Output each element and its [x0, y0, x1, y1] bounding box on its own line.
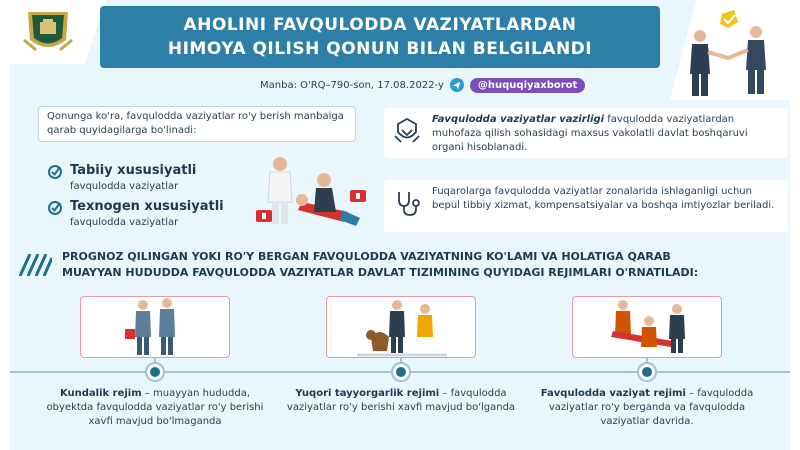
mode-daily-text [37, 387, 273, 429]
dog-handlers-illustration [327, 297, 477, 359]
source-row [260, 76, 585, 94]
type-title: Tabiiy xususiyatli [70, 163, 197, 178]
timeline-node [637, 362, 657, 382]
stethoscope-icon [392, 188, 422, 218]
classification-intro: Qonunga ko'ra, favqulodda vaziyatlar ro'y berish manbaiga qarab quyidagilarga bo'linadi: [38, 106, 356, 142]
mode-readiness-name: Yuqori tayyorgarlik rejimi [295, 388, 440, 399]
emblem-logo [22, 10, 74, 54]
timeline-node [391, 362, 411, 382]
info-ministry-bold: Favqulodda vaziyatlar vazirligi [432, 114, 605, 125]
mode-emergency-name: Favqulodda vaziyat rejimi [540, 388, 686, 399]
handshake-illustration [678, 6, 778, 98]
mode-card-emergency [572, 296, 722, 358]
mode-card-readiness [326, 296, 476, 358]
type-technogenic [48, 198, 224, 229]
stripes-icon [18, 254, 52, 276]
info-ministry-text [432, 113, 780, 155]
info-ministry-body: favqulodda vaziyatlardan muhofaza qilish sohasidagi maxsus vakolatli davlat boshqaruvi organi hisoblanadi. [432, 114, 748, 153]
info-benefits-text: Fuqarolarga favqulodda vaziyatlar zonalarida ishlaganligi uchun bepul tibbiy xizmat, kompensatsiyalar va boshqa imtiyozlar beriladi. [432, 186, 775, 211]
source-text: Manba: O'RQ–790-son, 17.08.2022-y [260, 79, 444, 91]
mode-daily-name: Kundalik rejim [59, 388, 142, 399]
info-ministry [384, 108, 788, 158]
check-icon [48, 201, 62, 215]
infographic [10, 0, 790, 450]
ministry-icon [392, 116, 422, 146]
mode-readiness-text [283, 387, 519, 415]
rescue-illustration [232, 150, 382, 240]
info-benefits [384, 180, 788, 232]
telegram-icon[interactable] [450, 78, 464, 92]
type-title: Texnogen xususiyatli [70, 199, 224, 214]
rescuers-illustration [81, 297, 231, 359]
regimes-heading-line2: MUAYYAN HUDUDDA FAVQULODDA VAZIYATLAR DAVLAT TIZIMINING QUYIDAGI REJIMLARI O'RNATILADI: [62, 266, 699, 279]
mode-readiness-desc: – favqulodda vaziyatlar ro'y berishi xavfi mavjud bo'lganda [286, 388, 516, 413]
regimes-heading-line1: PROGNOZ QILINGAN YOKI RO'Y BERGAN FAVQULODDA VAZIYATNING KO'LAMI VA HOLATIGA QARAB [62, 250, 671, 263]
title-banner [100, 6, 660, 68]
check-icon [48, 165, 62, 179]
page-title-line1: AHOLINI FAVQULODDA VAZIYATLARDAN [183, 15, 577, 35]
type-subtitle: favqulodda vaziyatlar [70, 181, 179, 192]
type-subtitle: favqulodda vaziyatlar [70, 217, 179, 228]
page-title-line2: HIMOYA QILISH QONUN BILAN BELGILANDI [167, 39, 593, 59]
evacuation-illustration [573, 297, 723, 359]
mode-emergency-desc: – favqulodda vaziyatlar ro'y berganda va favqulodda vaziyatlar davrida. [548, 388, 754, 427]
timeline-node [145, 362, 165, 382]
telegram-handle-link[interactable]: @huquqiyaxborot [470, 78, 585, 93]
type-natural [48, 162, 196, 193]
regimes-heading [62, 249, 762, 281]
mode-emergency-text [529, 387, 765, 429]
mode-card-daily [80, 296, 230, 358]
mode-daily-desc: – muayyan hududda, obyektda favqulodda vaziyatlar ro'y berishi xavfi mavjud bo'lmaganda [46, 388, 264, 427]
